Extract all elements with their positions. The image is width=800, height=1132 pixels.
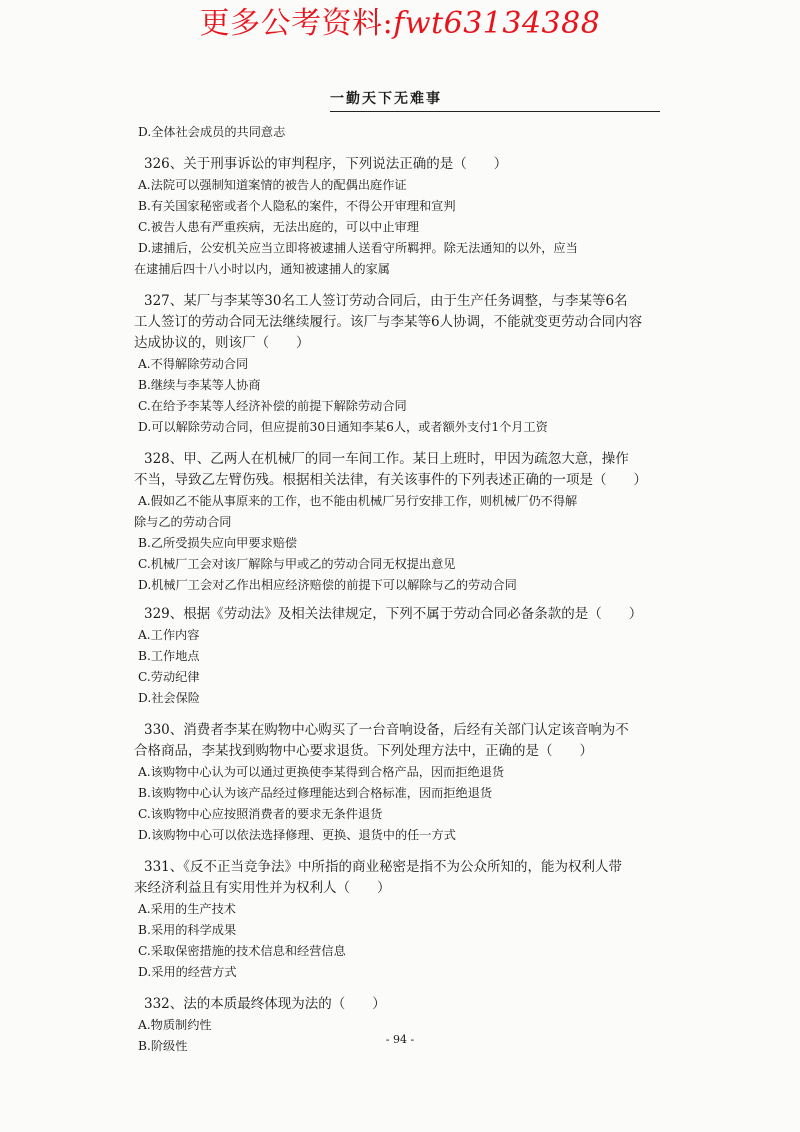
option-line: B.有关国家秘密或者个人隐私的案件，不得公开审理和宣判 [138, 199, 456, 213]
option-line: B.继续与李某等人协商 [138, 378, 261, 392]
question-line: 不当，导致乙左臂伤残。根据相关法律，有关该事件的下列表述正确的一项是（ ） [134, 472, 647, 488]
option-line: C.采取保密措施的技术信息和经营信息 [138, 944, 346, 958]
option-line: A.不得解除劳动合同 [138, 357, 249, 371]
option-line: C.在给予李某等人经济补偿的前提下解除劳动合同 [138, 399, 407, 413]
spacer [138, 438, 660, 449]
option-line: 在逮捕后四十八小时以内，通知被逮捕人的家属 [134, 262, 390, 276]
question-line: 达成协议的，则该厂（ ） [134, 335, 310, 351]
option-line: A.该购物中心认为可以通过更换使李某得到合格产品，因而拒绝退货 [138, 765, 505, 779]
question-line: 331、《反不正当竞争法》中所指的商业秘密是指不为公众所知的，能为权利人带 [144, 859, 623, 875]
banner-prefix: 更多公考资料: [199, 6, 394, 41]
question-line: 327、某厂与李某等30名工人签订劳动合同后，由于生产任务调整，与李某等6名 [144, 293, 628, 309]
question-line: 工人签订的劳动合同无法继续履行。该厂与李某等6人协调，不能就变更劳动合同内容 [134, 314, 643, 330]
option-line: B.采用的科学成果 [138, 923, 237, 937]
option-line: D.机械厂工会对乙作出相应经济赔偿的前提下可以解除与乙的劳动合同 [138, 578, 517, 592]
option-line: B.该购物中心认为该产品经过修理能达到合格标准，因而拒绝退货 [138, 786, 493, 800]
question-content [134, 122, 660, 1057]
question-line: 330、消费者李某在购物中心购买了一台音响设备，后经有关部门认定该音响为不 [144, 722, 629, 738]
option-line: B.阶级性 [138, 1039, 188, 1053]
option-line: C.机械厂工会对该厂解除与甲或乙的劳动合同无权提出意见 [138, 557, 456, 571]
question-line: 326、关于刑事诉讼的审判程序，下列说法正确的是（ ） [144, 156, 508, 172]
option-line: D.逮捕后，公安机关应当立即将被逮捕人送看守所羁押。除无法通知的以外，应当 [138, 241, 578, 255]
header-rule [330, 111, 660, 112]
question-line: 332、法的本质最终体现为法的（ ） [144, 996, 386, 1012]
option-line: D.社会保险 [138, 691, 200, 705]
header-motto: 一勤天下无难事 [330, 91, 442, 107]
option-line: D.采用的经营方式 [138, 965, 237, 979]
option-line: A.物质制约性 [138, 1018, 212, 1032]
banner-code: fwt63134388 [393, 6, 601, 41]
spacer [138, 596, 660, 604]
question-line: 329、根据《劳动法》及相关法律规定，下列不属于劳动合同必备条款的是（ ） [144, 606, 643, 622]
option-line: B.工作地点 [138, 649, 200, 663]
question-line: 来经济利益且有实用性并为权利人（ ） [134, 880, 391, 896]
option-line: D.该购物中心可以依法选择修理、更换、退货中的任一方式 [138, 828, 456, 842]
option-line: C.劳动纪律 [138, 670, 200, 684]
spacer [138, 846, 660, 857]
option-line: A.工作内容 [138, 628, 200, 642]
option-line: B.乙所受损失应向甲要求赔偿 [138, 536, 298, 550]
option-line: A.假如乙不能从事原来的工作，也不能由机械厂另行安排工作，则机械厂仍不得解 [138, 494, 578, 508]
page-number: - 94 - [385, 1033, 415, 1046]
option-line: D.全体社会成员的共同意志 [138, 125, 286, 139]
spacer [138, 280, 660, 291]
spacer [138, 709, 660, 720]
question-line: 328、甲、乙两人在机械厂的同一车间工作。某日上班时，甲因为疏忽大意，操作 [144, 451, 629, 467]
spacer [138, 983, 660, 994]
question-line: 合格商品，李某找到购物中心要求退货。下列处理方法中，正确的是（ ） [134, 743, 593, 759]
spacer [138, 143, 660, 154]
option-line: D.可以解除劳动合同，但应提前30日通知李某6人，或者额外支付1个月工资 [138, 420, 548, 434]
option-line: 除与乙的劳动合同 [134, 515, 232, 529]
option-line: C.该购物中心应按照消费者的要求无条件退货 [138, 807, 383, 821]
option-line: C.被告人患有严重疾病，无法出庭的，可以中止审理 [138, 220, 419, 234]
option-line: A.采用的生产技术 [138, 902, 236, 916]
promo-banner [0, 4, 800, 44]
option-line: A.法院可以强制知道案情的被告人的配偶出庭作证 [138, 178, 407, 192]
